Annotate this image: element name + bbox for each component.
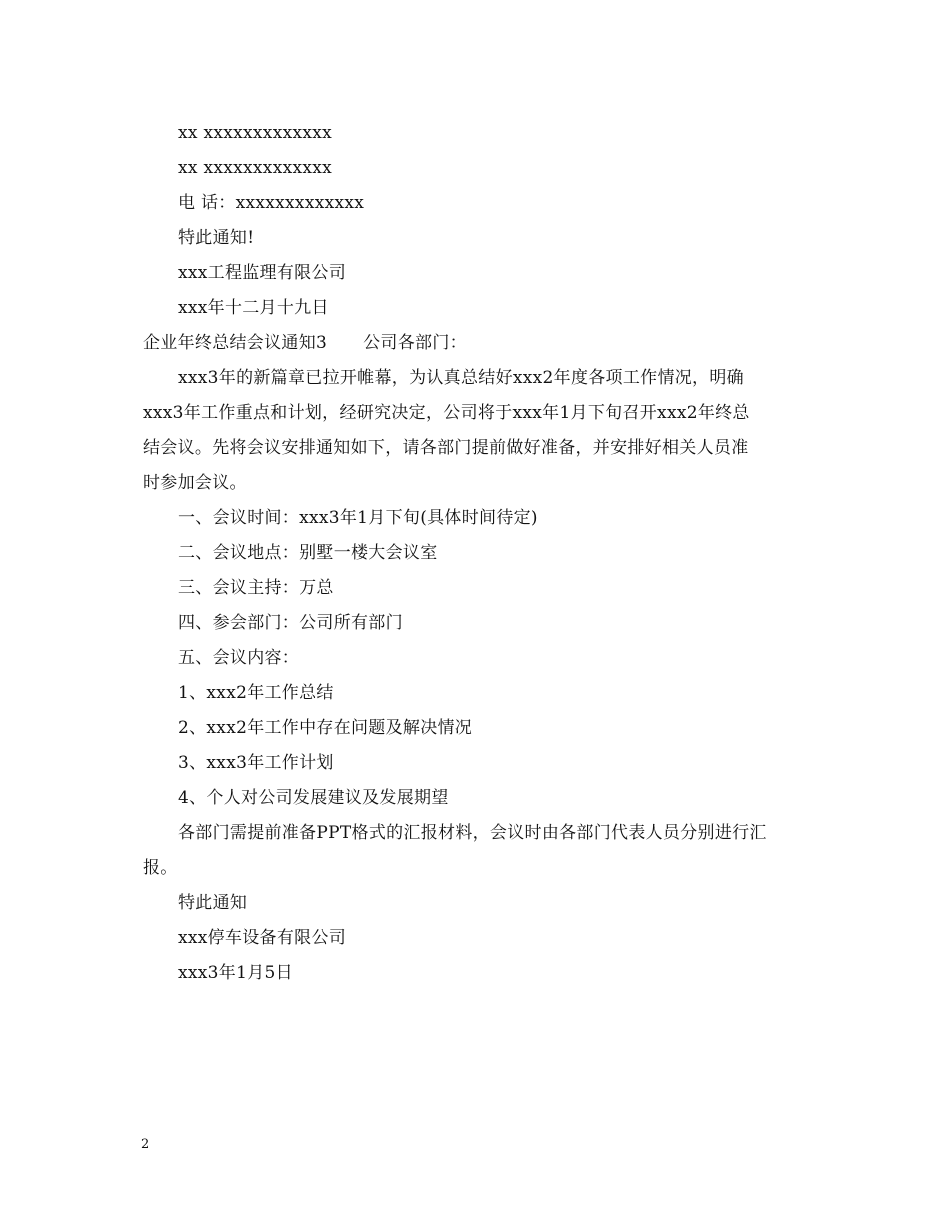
- content-item-4: 4、个人对公司发展建议及发展期望: [178, 788, 449, 808]
- closing-date: xxx3年1月5日: [178, 963, 293, 983]
- item-meeting-host: 三、会议主持：万总: [178, 578, 334, 598]
- contact-phone: 电 话：xxxxxxxxxxxxx: [178, 193, 365, 213]
- requirement-line-2: 报。: [143, 858, 178, 878]
- contact-line-1: xx xxxxxxxxxxxxx: [178, 123, 333, 143]
- closing-remark: 特此通知: [178, 893, 248, 913]
- item-meeting-time: 一、会议时间：xxx3年1月下旬(具体时间待定): [178, 508, 538, 528]
- contact-line-2: xx xxxxxxxxxxxxx: [178, 158, 333, 178]
- content-item-3: 3、xxx3年工作计划: [178, 753, 334, 773]
- content-item-1: 1、xxx2年工作总结: [178, 683, 334, 703]
- item-meeting-location: 二、会议地点：别墅一楼大会议室: [178, 543, 438, 563]
- notice-remark: 特此通知!: [178, 228, 255, 248]
- closing-company: xxx停车设备有限公司: [178, 928, 347, 948]
- notice-salutation: 公司各部门：: [363, 333, 467, 353]
- notice-date: xxx年十二月十九日: [178, 298, 329, 318]
- item-departments: 四、参会部门：公司所有部门: [178, 613, 403, 633]
- intro-line-2: xxx3年工作重点和计划，经研究决定，公司将于xxx年1月下旬召开xxx2年终总: [143, 403, 750, 423]
- intro-line-4: 时参加会议。: [143, 473, 247, 493]
- item-content-heading: 五、会议内容：: [178, 648, 300, 668]
- page-number: 2: [141, 1137, 150, 1152]
- notice-heading: 企业年终总结会议通知3: [143, 333, 328, 353]
- notice-heading-row: [143, 333, 467, 353]
- notice-company: xxx工程监理有限公司: [178, 263, 347, 283]
- requirement-line-1: 各部门需提前准备PPT格式的汇报材料，会议时由各部门代表人员分别进行汇: [178, 823, 767, 843]
- content-item-2: 2、xxx2年工作中存在问题及解决情况: [178, 718, 473, 738]
- intro-line-1: xxx3年的新篇章已拉开帷幕，为认真总结好xxx2年度各项工作情况，明确: [178, 368, 744, 388]
- intro-line-3: 结会议。先将会议安排通知如下，请各部门提前做好准备，并安排好相关人员准: [143, 438, 749, 458]
